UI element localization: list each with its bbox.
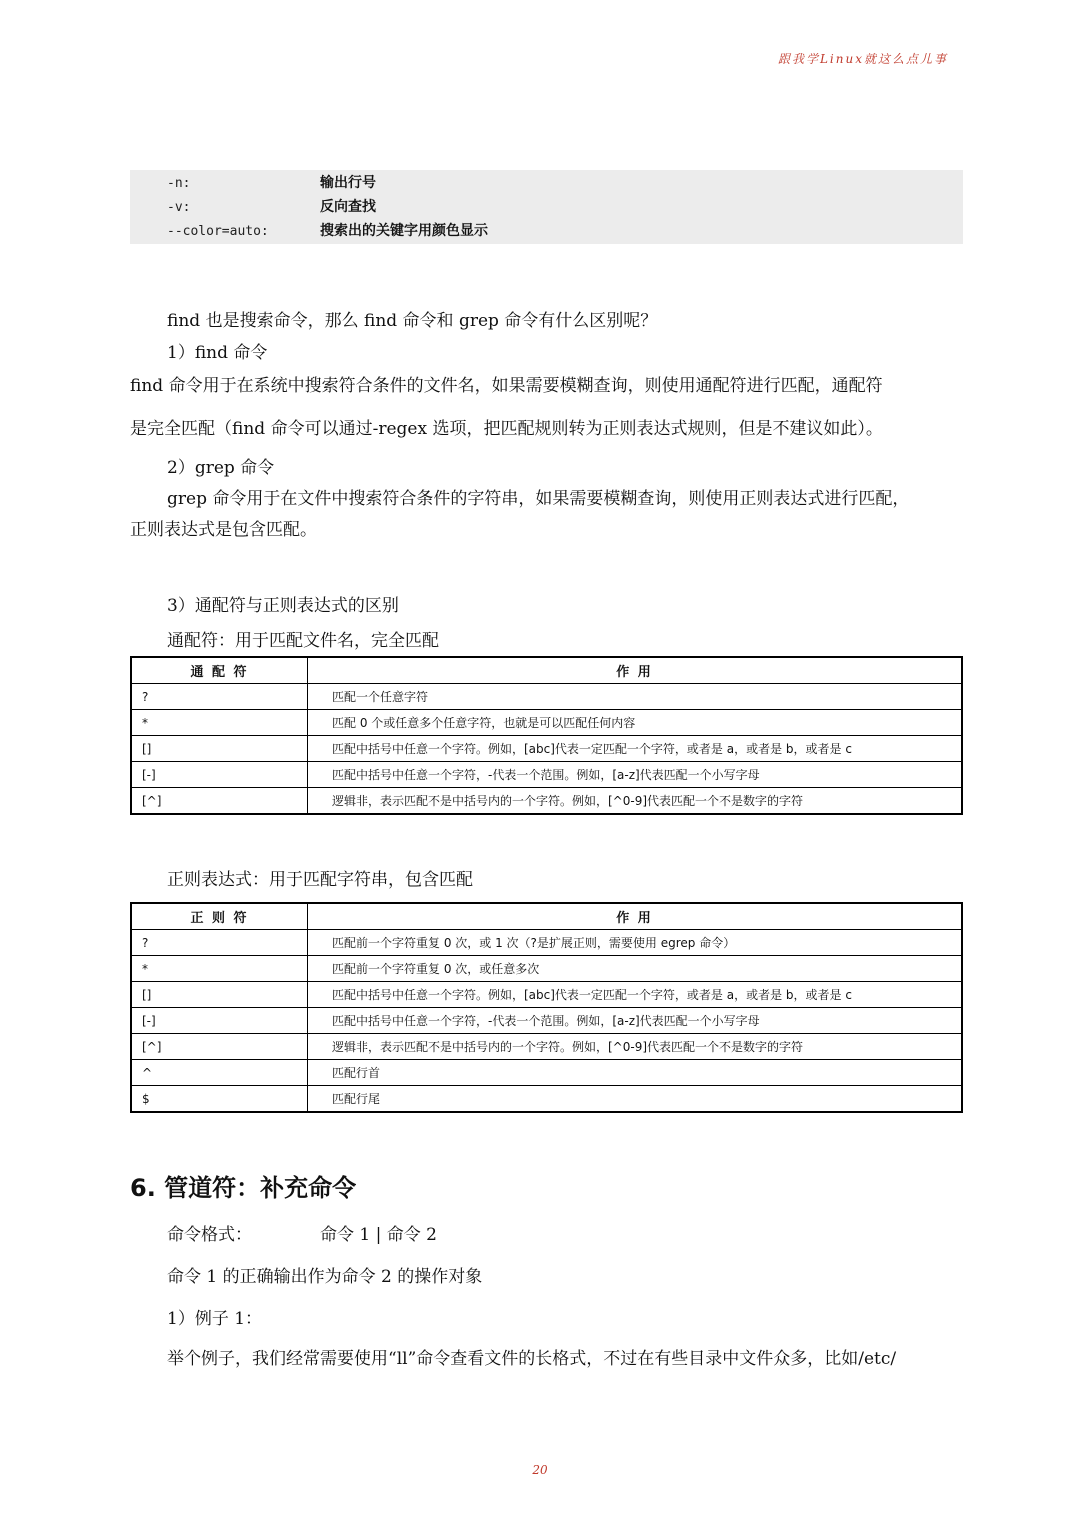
table-cell: [-] <box>131 1008 308 1034</box>
subheading-difference: 3）通配符与正则表达式的区别 <box>167 596 399 616</box>
table-cell: 匹配 0 个或任意多个任意字符，也就是可以匹配任何内容 <box>308 710 963 736</box>
grep-paragraph-line2: 正则表达式是包含匹配。 <box>130 520 317 540</box>
wildcard-table <box>130 656 963 815</box>
table-cell: 匹配中括号中任意一个字符，-代表一个范围。例如，[a-z]代表匹配一个小写字母 <box>308 1008 963 1034</box>
option-desc: 输出行号 <box>320 175 376 191</box>
regex-caption: 正则表达式：用于匹配字符串，包含匹配 <box>167 870 473 890</box>
table-cell: 匹配中括号中任意一个字符。例如，[abc]代表一定匹配一个字符，或者是 a，或者是 b，或者是 c <box>308 736 963 762</box>
pipe-description: 命令 1 的正确输出作为命令 2 的操作对象 <box>167 1267 483 1287</box>
table-header: 作 用 <box>308 657 963 684</box>
table-cell: 逻辑非，表示匹配不是中括号内的一个字符。例如，[^0-9]代表匹配一个不是数字的字符 <box>308 1034 963 1060</box>
table-cell: 匹配行首 <box>308 1060 963 1086</box>
table-row <box>131 1060 962 1086</box>
table-row <box>131 788 962 815</box>
table-row <box>131 1086 962 1113</box>
grep-paragraph-line1: grep 命令用于在文件中搜索符合条件的字符串，如果需要模糊查询，则使用正则表达式进行匹配， <box>167 489 910 509</box>
table-cell: $ <box>131 1086 308 1113</box>
options-code-block <box>130 170 963 244</box>
table-cell: ? <box>131 930 308 956</box>
table-cell: 匹配中括号中任意一个字符，-代表一个范围。例如，[a-z]代表匹配一个小写字母 <box>308 762 963 788</box>
table-cell: * <box>131 710 308 736</box>
table-row <box>131 930 962 956</box>
table-row <box>131 762 962 788</box>
table-header-row <box>131 657 962 684</box>
page-header: 跟我学Linux就这么点儿事 <box>777 52 948 66</box>
table-cell: 匹配中括号中任意一个字符。例如，[abc]代表一定匹配一个字符，或者是 a，或者是 b，或者是 c <box>308 982 963 1008</box>
table-cell: 匹配行尾 <box>308 1086 963 1113</box>
table-header: 正 则 符 <box>131 903 308 930</box>
table-row <box>131 1034 962 1060</box>
table-row <box>131 956 962 982</box>
table-cell: [^] <box>131 1034 308 1060</box>
table-cell: 匹配前一个字符重复 0 次，或任意多次 <box>308 956 963 982</box>
table-header: 通 配 符 <box>131 657 308 684</box>
table-cell: 匹配前一个字符重复 0 次，或 1 次（?是扩展正则，需要使用 egrep 命令） <box>308 930 963 956</box>
format-value: 命令 1 | 命令 2 <box>320 1225 437 1245</box>
format-label: 命令格式： <box>167 1225 252 1245</box>
table-cell: ? <box>131 684 308 710</box>
option-row <box>167 195 376 219</box>
option-flag: --color=auto: <box>167 224 269 239</box>
option-desc: 搜索出的关键字用颜色显示 <box>320 223 488 239</box>
subheading-find: 1）find 命令 <box>167 343 268 363</box>
find-paragraph-line1: find 命令用于在系统中搜索符合条件的文件名，如果需要模糊查询，则使用通配符进行匹配，通配符 <box>130 376 883 396</box>
option-row <box>167 219 488 243</box>
table-row <box>131 1008 962 1034</box>
find-paragraph-line2: 是完全匹配（find 命令可以通过-regex 选项，把匹配规则转为正则表达式规则，但是不建议如此）。 <box>130 419 883 439</box>
example-paragraph: 举个例子，我们经常需要使用“ll”命令查看文件的长格式，不过在有些目录中文件众多，比如/etc/ <box>167 1349 897 1369</box>
table-cell: ^ <box>131 1060 308 1086</box>
table-cell: 逻辑非，表示匹配不是中括号内的一个字符。例如，[^0-9]代表匹配一个不是数字的字符 <box>308 788 963 815</box>
page-number: 20 <box>532 1463 548 1477</box>
section-heading: 6. 管道符：补充命令 <box>130 1174 357 1202</box>
example-heading: 1）例子 1： <box>167 1309 263 1329</box>
table-row <box>131 684 962 710</box>
option-flag: -n: <box>167 176 191 191</box>
option-row <box>167 171 376 195</box>
table-row <box>131 736 962 762</box>
subheading-grep: 2）grep 命令 <box>167 458 275 478</box>
table-cell: [] <box>131 736 308 762</box>
question-paragraph: find 也是搜索命令，那么 find 命令和 grep 命令有什么区别呢？ <box>167 311 658 331</box>
table-row <box>131 710 962 736</box>
table-row <box>131 982 962 1008</box>
table-header-row <box>131 903 962 930</box>
table-cell: * <box>131 956 308 982</box>
table-cell: 匹配一个任意字符 <box>308 684 963 710</box>
option-desc: 反向查找 <box>320 199 376 215</box>
option-flag: -v: <box>167 200 191 215</box>
wildcard-caption: 通配符：用于匹配文件名，完全匹配 <box>167 631 439 651</box>
table-header: 作 用 <box>308 903 963 930</box>
table-cell: [-] <box>131 762 308 788</box>
table-cell: [] <box>131 982 308 1008</box>
table-cell: [^] <box>131 788 308 815</box>
regex-table <box>130 902 963 1113</box>
